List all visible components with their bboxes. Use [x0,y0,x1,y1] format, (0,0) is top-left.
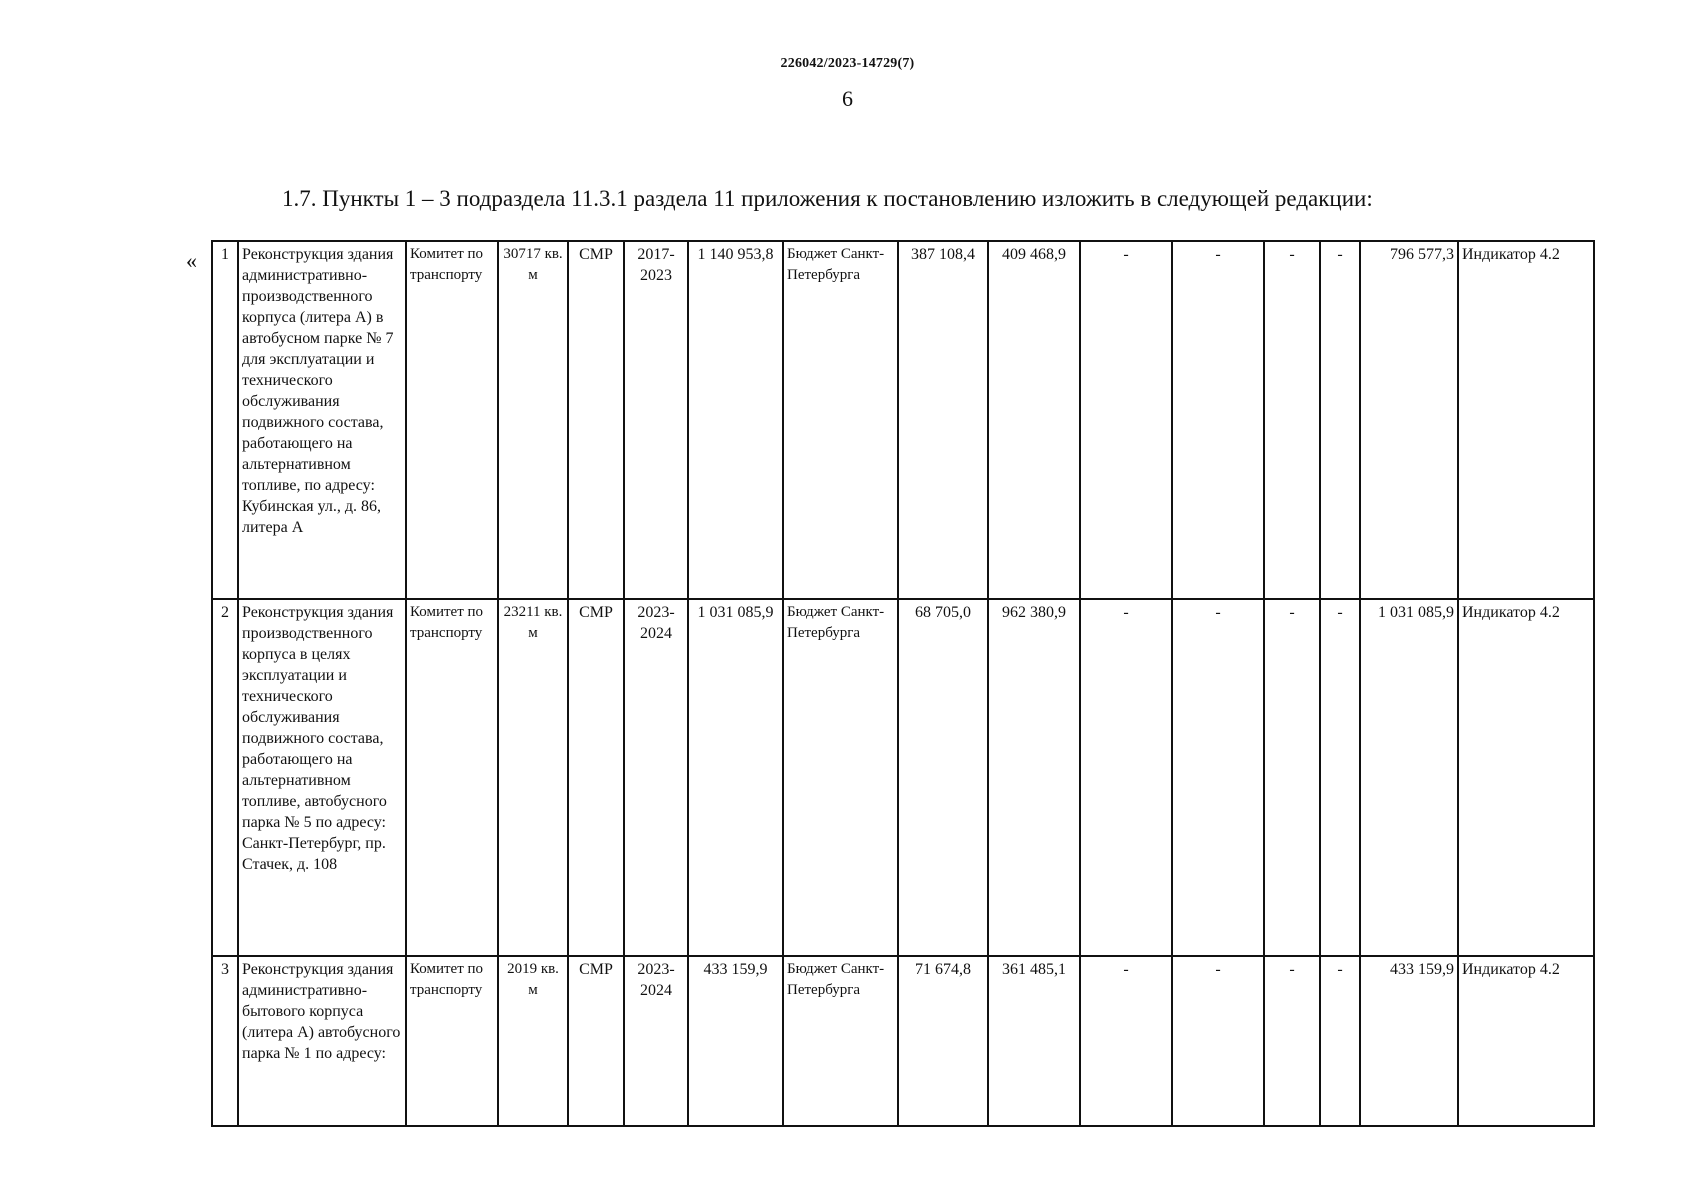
object-name: Реконструкция здания производственного корпуса в целях эксплуатации и технического обслуживания подвижного состава, работающего на альтернативном топливе, автобусного парка № 5 по адресу: Санкт-Петербург, пр. Стачек, д. 108 [238,599,406,956]
total-cost: 1 031 085,9 [688,599,783,956]
table-row [212,241,1594,599]
amendment-intro-text: 1.7. Пункты 1 – 3 подраздела 11.3.1 раздела 11 приложения к постановлению изложить в следующей редакции: [282,186,1373,211]
indicator: Индикатор 4.2 [1458,956,1594,1126]
funding-source: Бюджет Санкт-Петербурга [783,956,898,1126]
opening-quote-mark: « [186,248,197,273]
executor: Комитет по транспорту [406,599,498,956]
year-3-amount: - [1080,956,1172,1126]
period: 2023-2024 [624,599,688,956]
year-5-amount: - [1264,599,1320,956]
executor: Комитет по транспорту [406,956,498,1126]
year-2-amount: 409 468,9 [988,241,1080,599]
sum-amount: 796 577,3 [1360,241,1458,599]
row-number: 2 [212,599,238,956]
year-3-amount: - [1080,599,1172,956]
program-table [211,240,1595,1127]
work-type: СМР [568,241,624,599]
table-row [212,599,1594,956]
capacity: 30717 кв. м [498,241,568,599]
sum-amount: 1 031 085,9 [1360,599,1458,956]
year-5-amount: - [1264,956,1320,1126]
year-6-amount: - [1320,956,1360,1126]
year-4-amount: - [1172,956,1264,1126]
work-type: СМР [568,599,624,956]
indicator: Индикатор 4.2 [1458,241,1594,599]
capacity: 23211 кв. м [498,599,568,956]
table-row [212,956,1594,1126]
executor: Комитет по транспорту [406,241,498,599]
document-code: 226042/2023-14729(7) [780,56,915,71]
year-2-amount: 361 485,1 [988,956,1080,1126]
year-4-amount: - [1172,599,1264,956]
year-6-amount: - [1320,599,1360,956]
year-1-amount: 68 705,0 [898,599,988,956]
object-name: Реконструкция здания административно-бытового корпуса (литера А) автобусного парка № 1 по адресу: [238,956,406,1126]
page-number: 6 [842,86,853,111]
work-type: СМР [568,956,624,1126]
period: 2017-2023 [624,241,688,599]
funding-source: Бюджет Санкт-Петербурга [783,241,898,599]
row-number: 1 [212,241,238,599]
total-cost: 1 140 953,8 [688,241,783,599]
total-cost: 433 159,9 [688,956,783,1126]
year-5-amount: - [1264,241,1320,599]
year-6-amount: - [1320,241,1360,599]
year-4-amount: - [1172,241,1264,599]
year-2-amount: 962 380,9 [988,599,1080,956]
period: 2023-2024 [624,956,688,1126]
year-1-amount: 387 108,4 [898,241,988,599]
year-1-amount: 71 674,8 [898,956,988,1126]
year-3-amount: - [1080,241,1172,599]
indicator: Индикатор 4.2 [1458,599,1594,956]
object-name: Реконструкция здания административно-производственного корпуса (литера А) в автобусном парке № 7 для эксплуатации и технического обслуживания подвижного состава, работающего на альтернативном топливе, по адресу: Кубинская ул., д. 86, литера А [238,241,406,599]
sum-amount: 433 159,9 [1360,956,1458,1126]
funding-source: Бюджет Санкт-Петербурга [783,599,898,956]
row-number: 3 [212,956,238,1126]
capacity: 2019 кв. м [498,956,568,1126]
